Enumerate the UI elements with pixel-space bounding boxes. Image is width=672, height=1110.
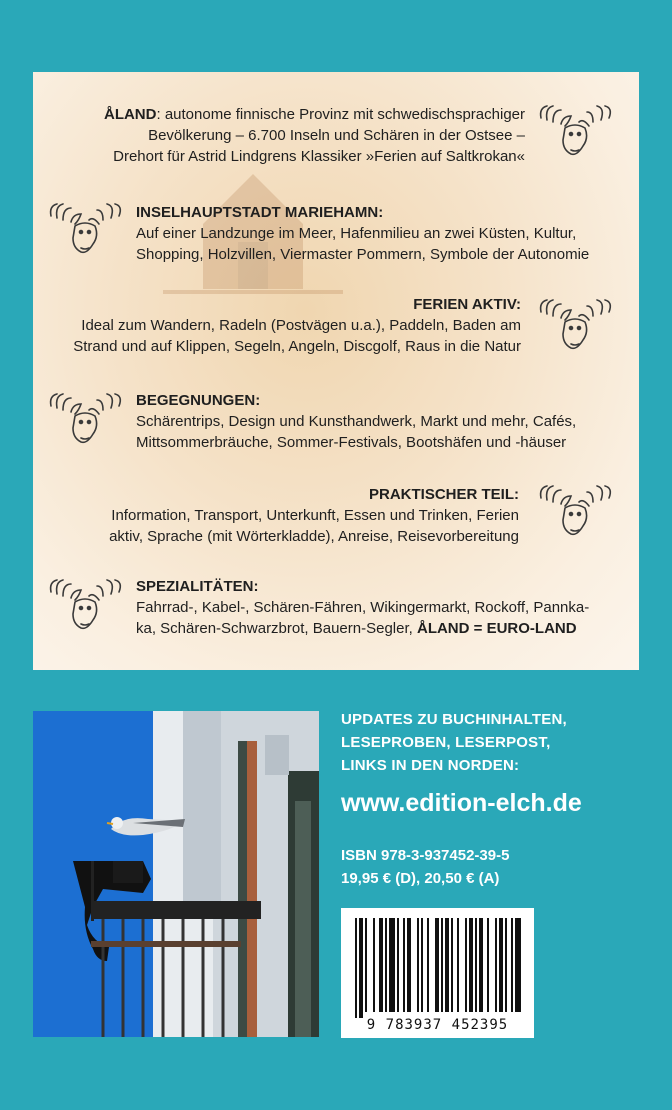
- section-text: Schärentrips, Design und Kunsthandwerk, Markt und mehr, Cafés,: [136, 413, 577, 430]
- barcode-digits: 9 783937 452395: [366, 1017, 509, 1033]
- barcode-bar: [479, 918, 483, 1012]
- barcode-bars: [341, 908, 534, 1018]
- barcode-bar: [515, 918, 521, 1012]
- barcode-bar: [495, 918, 497, 1012]
- section-text: Ideal zum Wandern, Radeln (Postvägen u.a.), Paddeln, Baden am: [81, 317, 521, 334]
- section-text: Information, Transport, Unterkunft, Essen und Trinken, Ferien: [111, 507, 519, 524]
- barcode-bar: [435, 918, 439, 1012]
- section-ferien-aktiv: FERIEN AKTIV: Ideal zum Wandern, Radeln (Postvägen u.a.), Paddeln, Baden am Strand und auf Klippen, Segeln, Angeln, Discgolf, Raus in die Natur: [43, 294, 521, 357]
- section-text: ka, Schären-Schwarzbrot, Bauern-Segler,: [136, 620, 417, 637]
- barcode-bar: [511, 918, 513, 1012]
- barcode-bar: [403, 918, 405, 1012]
- barcode-bar: [505, 918, 507, 1012]
- barcode-bar: [373, 918, 375, 1012]
- barcode-bar: [397, 918, 399, 1012]
- moose-icon: [41, 388, 129, 448]
- barcode-bar: [465, 918, 467, 1012]
- updates-note: UPDATES ZU BUCHINHALTEN, LESEPROBEN, LESERPOST, LINKS IN DEN NORDEN:: [341, 711, 567, 774]
- barcode-bar: [421, 918, 423, 1012]
- section-title: BEGEGNUNGEN: [136, 392, 256, 409]
- section-title: PRAKTISCHER TEIL: [368, 486, 514, 503]
- isbn-info: [341, 844, 509, 890]
- barcode-bar: [407, 918, 411, 1012]
- website-link[interactable]: www.edition-elch.de: [341, 789, 582, 817]
- moose-icon: [41, 574, 129, 634]
- barcode-bar: [487, 918, 489, 1012]
- section-title: SPEZIALITÄTEN: [136, 578, 254, 595]
- barcode-bar: [355, 918, 357, 1018]
- barcode-bar: [451, 918, 453, 1012]
- barcode-bar: [379, 918, 383, 1012]
- barcode-bar: [417, 918, 419, 1012]
- moose-icon: [41, 198, 129, 258]
- barcode-bar: [475, 918, 477, 1012]
- section-text: Auf einer Landzunge im Meer, Hafenmilieu an zwei Küsten, Kultur,: [136, 225, 577, 242]
- section-text: Strand und auf Klippen, Segeln, Angeln, Discgolf, Raus in die Natur: [73, 338, 521, 355]
- section-text: Shopping, Holzvillen, Viermaster Pommern, Symbole der Autonomie: [136, 246, 590, 263]
- barcode-bar: [365, 918, 367, 1012]
- section-text: Bevölkerung – 6.700 Inseln und Schären in der Ostsee –: [148, 127, 525, 144]
- section-spezialitaeten: SPEZIALITÄTEN: Fahrrad-, Kabel-, Schären-Fähren, Wikingermarkt, Rockoff, Pannka- ka, Schären-Schwarzbrot, Bauern-Segler, ÅLAND = EURO-LAND: [136, 576, 636, 639]
- barcode-bar: [427, 918, 429, 1012]
- euro-land-highlight: ÅLAND = EURO-LAND: [416, 620, 577, 637]
- section-text: autonome finnische Provinz mit schwedischsprachiger: [164, 106, 525, 123]
- section-title: ÅLAND: [103, 106, 157, 123]
- section-text: Mittsommerbräuche, Sommer-Festivals, Bootshäfen und -häuser: [136, 434, 567, 451]
- section-praktischer-teil: PRAKTISCHER TEIL: Information, Transport, Unterkunft, Essen und Trinken, Ferien aktiv, Sprache (mit Wörterkladde), Anreise, Reisevorbereitung: [43, 484, 519, 547]
- section-mariehamn: INSELHAUPTSTADT MARIEHAMN: Auf einer Landzunge im Meer, Hafenmilieu an zwei Küsten, Kultur, Shopping, Holzvillen, Viermaster Pommern, Symbole der Autonomie: [136, 202, 636, 265]
- price: 19,95 € (D), 20,50 € (A): [341, 870, 500, 887]
- barcode-bar: [359, 918, 363, 1018]
- description-panel: [33, 72, 639, 670]
- moose-icon: [531, 480, 619, 540]
- section-text: Drehort für Astrid Lindgrens Klassiker »Ferien auf Saltkrokan«: [113, 148, 525, 165]
- barcode: [341, 908, 534, 1038]
- barcode-bar: [441, 918, 443, 1012]
- barcode-bar: [385, 918, 387, 1012]
- section-begegnungen: BEGEGNUNGEN: Schärentrips, Design und Kunsthandwerk, Markt und mehr, Cafés, Mittsommerbräuche, Sommer-Festivals, Bootshäfen und -häuser: [136, 390, 636, 453]
- moose-icon: [531, 100, 619, 160]
- isbn-number: ISBN 978-3-937452-39-5: [341, 847, 510, 864]
- barcode-bar: [469, 918, 473, 1012]
- section-text: aktiv, Sprache (mit Wörterkladde), Anreise, Reisevorbereitung: [109, 528, 519, 545]
- barcode-bar: [499, 918, 503, 1012]
- section-text: Fahrrad-, Kabel-, Schären-Fähren, Wikingermarkt, Rockoff, Pannka-: [136, 599, 590, 616]
- barcode-bar: [445, 918, 449, 1012]
- section-title: INSELHAUPTSTADT MARIEHAMN: [136, 204, 379, 221]
- section-title: FERIEN AKTIV: [413, 296, 516, 313]
- balcony-seagull-photo: [33, 711, 319, 1037]
- barcode-bar: [457, 918, 459, 1012]
- section-aland: ÅLAND: autonome finnische Provinz mit schwedischsprachiger Bevölkerung – 6.700 Inseln und Schären in der Ostsee – Drehort für Astrid Lindgrens Klassiker »Ferien auf Saltkrokan«: [47, 104, 525, 167]
- moose-icon: [531, 294, 619, 354]
- barcode-bar: [389, 918, 395, 1012]
